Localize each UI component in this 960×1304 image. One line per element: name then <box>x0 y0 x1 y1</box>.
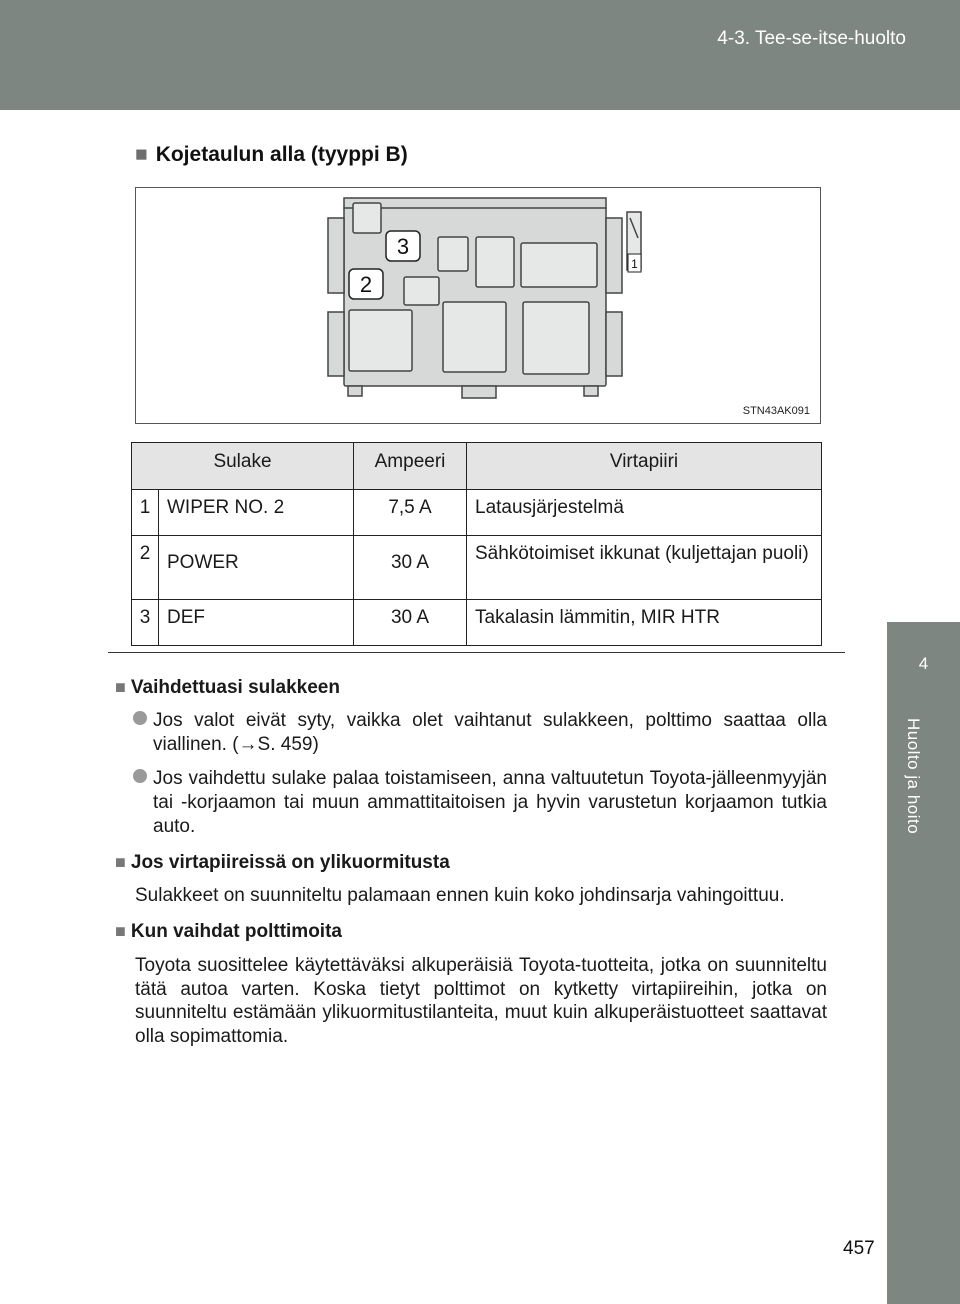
table-cell: 30 A <box>354 600 467 646</box>
fuse-box-notch <box>344 198 606 208</box>
fuse-box-foot <box>584 386 598 396</box>
fuse-box-tab <box>328 218 344 293</box>
table-cell: 1 <box>132 490 159 536</box>
square-bullet-icon: ■ <box>115 677 126 697</box>
square-bullet-icon: ■ <box>115 921 126 941</box>
fuse-label-1: 1 <box>631 257 638 271</box>
table-row <box>132 600 822 646</box>
note-heading: ■ Vaihdettuasi sulakkeen <box>115 677 340 698</box>
bullet-item: Jos valot eivät syty, vaikka olet vaihtanut sulakkeen, polttimo saattaa olla viallinen. (→S. 459) <box>115 709 827 757</box>
fuse-label-2: 2 <box>359 272 373 297</box>
bullet-dot-icon <box>133 711 147 725</box>
table-cell: 7,5 A <box>354 490 467 536</box>
fuse-box-tab <box>328 312 344 376</box>
fuse-box-foot <box>462 386 496 398</box>
table-header: Ampeeri <box>354 443 467 490</box>
note-heading: ■ Kun vaihdat polttimoita <box>115 921 342 942</box>
section-title-text: Kojetaulun alla (tyyppi B) <box>155 143 408 166</box>
table-cell: Sähkötoimiset ikkunat (kuljettajan puoli) <box>467 536 822 600</box>
table-header: Sulake <box>132 443 354 490</box>
fuse-slot <box>404 277 439 305</box>
chapter-label: Huolto ja hoito <box>904 718 923 835</box>
note-heading: ■ Jos virtapiireissä on ylikuormitusta <box>115 851 450 873</box>
table-row <box>132 490 822 536</box>
figure-code: STN43AK091 <box>742 405 810 417</box>
fuse-slot <box>349 310 412 371</box>
notes-section <box>115 676 827 1049</box>
table-cell: POWER <box>159 536 354 600</box>
chapter-strip <box>887 712 960 1304</box>
fuse-box-tab <box>606 312 622 376</box>
table-cell: DEF <box>159 600 354 646</box>
chapter-tab <box>887 622 960 712</box>
square-bullet-icon: ■ <box>115 851 126 872</box>
section-divider <box>108 652 845 653</box>
table-row <box>132 536 822 600</box>
chapter-title: 4-3. Tee-se-itse-huolto <box>717 28 906 49</box>
chapter-number: 4 <box>918 654 929 673</box>
fuse-slot <box>476 237 514 287</box>
table-cell: 30 A <box>354 536 467 600</box>
table-header: Virtapiiri <box>467 443 822 490</box>
note-paragraph: Toyota suosittelee käytettäväksi alkuperäisiä Toyota-tuotteita, jotka on suunniteltu tätä autoa varten. Koska tietyt polttimot on kytketty virtapiireihin, jotka on suunniteltu estämään ylikuormitustilanteita, muut kuin alkuperäistuotteet saattavat olla sopimattomia. <box>135 954 827 1047</box>
table-cell: Latausjärjestelmä <box>467 490 822 536</box>
square-bullet-icon: ■ <box>135 143 148 166</box>
fuse-box-tab <box>606 218 622 293</box>
fuse-box-figure <box>135 187 821 424</box>
table-header-row <box>132 443 822 490</box>
section-title <box>135 143 408 167</box>
fuse-slot <box>353 203 381 233</box>
bullet-dot-icon <box>133 769 147 783</box>
fuse-slot <box>438 237 468 271</box>
fuse-label-3: 3 <box>396 234 410 259</box>
page-header <box>0 0 960 110</box>
fuse-slot <box>521 243 597 287</box>
page-number: 457 <box>843 1238 875 1259</box>
note-paragraph: Sulakkeet on suunniteltu palamaan ennen kuin koko johdinsarja vahingoittuu. <box>135 885 785 907</box>
bullet-item: Jos vaihdettu sulake palaa toistamiseen, anna valtuutetun Toyota-jälleenmyyjän tai -korjaamon tai muun ammattitaitoisen ja hyvin varustetun korjaamon tutkia auto. <box>115 767 827 838</box>
fuse-box-foot <box>348 386 362 396</box>
fuse-slot <box>443 302 506 372</box>
table-cell: 3 <box>132 600 159 646</box>
fuse-slot <box>523 302 589 374</box>
table-cell: 2 <box>132 536 159 600</box>
fuse-box-diagram <box>136 188 820 423</box>
table-cell: WIPER NO. 2 <box>159 490 354 536</box>
table-cell: Takalasin lämmitin, MIR HTR <box>467 600 822 646</box>
fuse-table <box>131 442 822 646</box>
